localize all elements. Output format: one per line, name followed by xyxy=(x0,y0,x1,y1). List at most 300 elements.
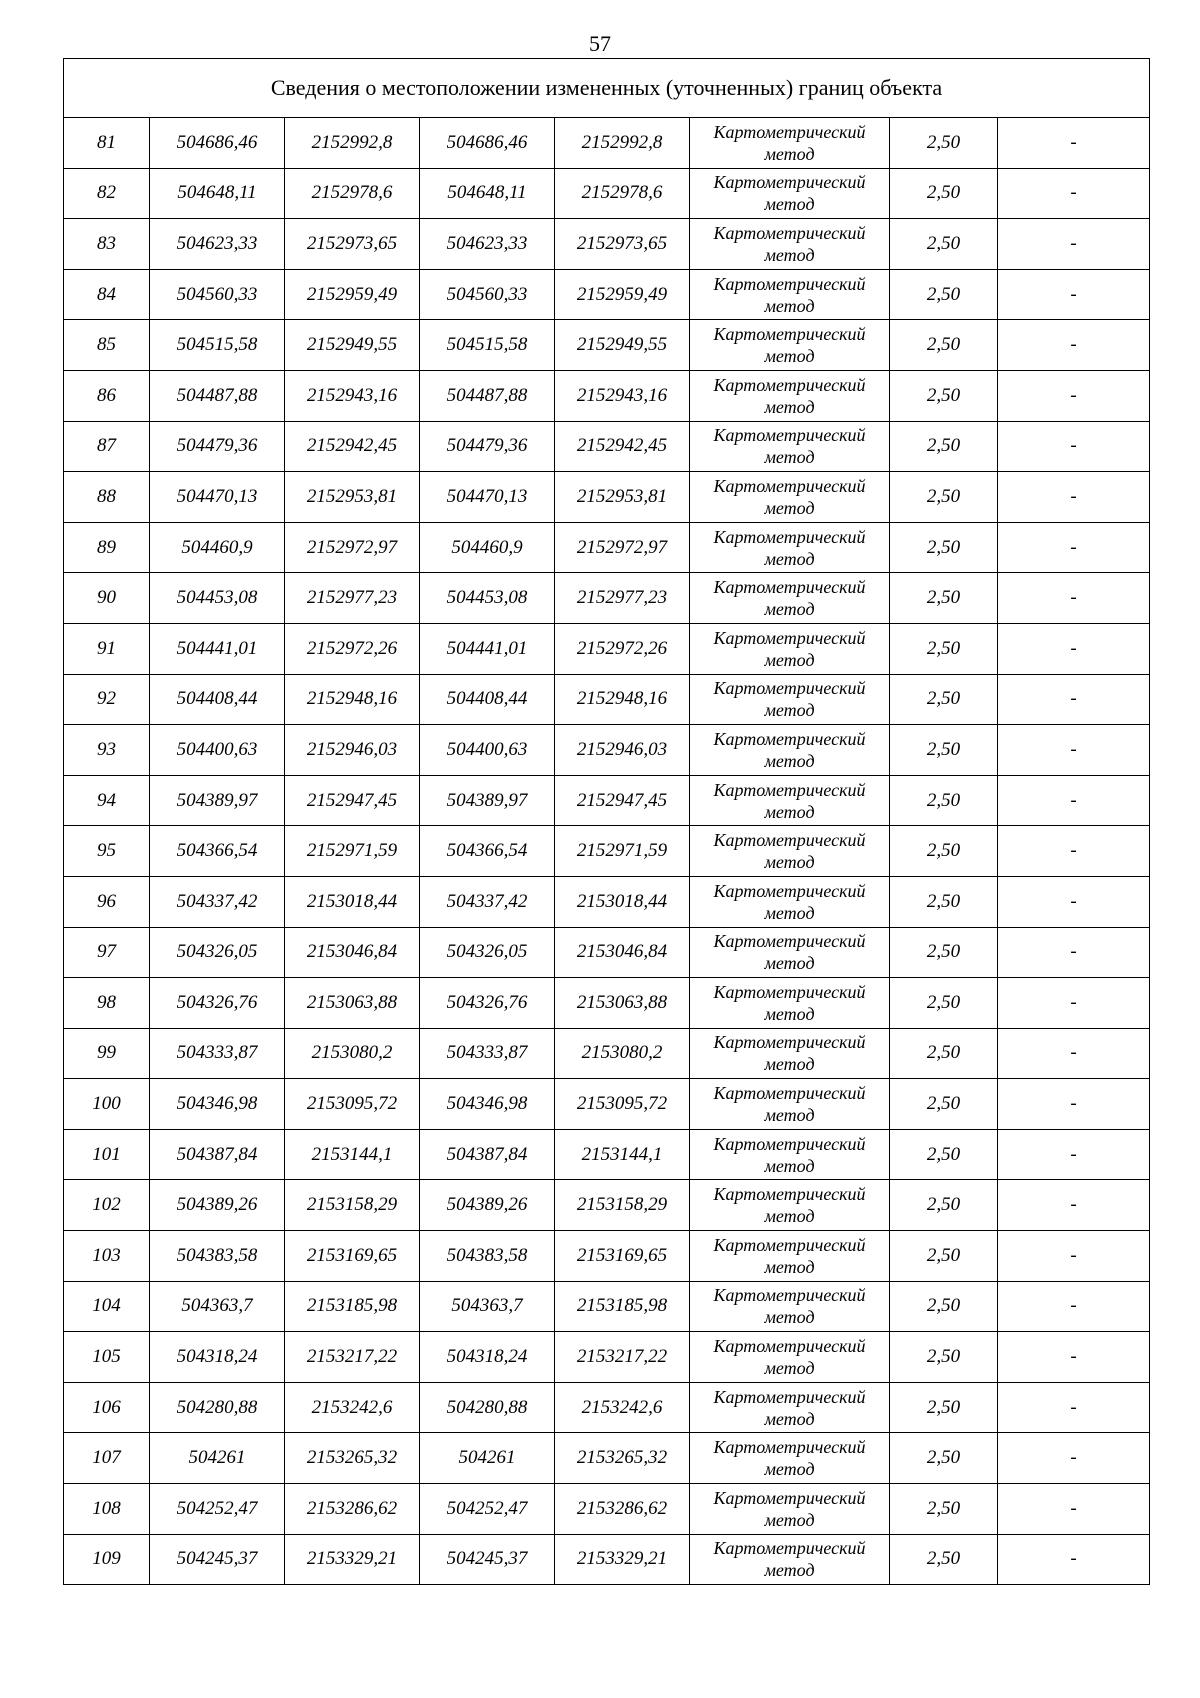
point-number-cell: 85 xyxy=(64,320,150,371)
method-line-2: метод xyxy=(764,194,815,215)
accuracy-cell: 2,50 xyxy=(890,370,998,421)
x-existing-cell: 504460,9 xyxy=(150,522,285,573)
x-new-cell: 504363,7 xyxy=(420,1281,555,1332)
point-number-cell: 95 xyxy=(64,826,150,877)
x-existing-cell: 504441,01 xyxy=(150,623,285,674)
y-new-cell: 2153217,22 xyxy=(555,1332,690,1383)
y-new-cell: 2153265,32 xyxy=(555,1433,690,1484)
table-row xyxy=(64,1534,1150,1585)
description-cell: - xyxy=(998,269,1150,320)
accuracy-cell: 2,50 xyxy=(890,219,998,270)
x-new-cell: 504460,9 xyxy=(420,522,555,573)
y-existing-cell: 2153144,1 xyxy=(285,1129,420,1180)
method-line-1: Картометрический xyxy=(713,425,866,446)
y-new-cell: 2153095,72 xyxy=(555,1079,690,1130)
y-existing-cell: 2152946,03 xyxy=(285,725,420,776)
description-cell: - xyxy=(998,370,1150,421)
accuracy-cell: 2,50 xyxy=(890,269,998,320)
table-row xyxy=(64,725,1150,776)
method-line-2: метод xyxy=(764,1206,815,1227)
method-line-1: Картометрический xyxy=(713,1437,866,1458)
method-cell xyxy=(690,522,890,573)
method-line-1: Картометрический xyxy=(713,1336,866,1357)
x-existing-cell: 504363,7 xyxy=(150,1281,285,1332)
description-cell: - xyxy=(998,219,1150,270)
y-existing-cell: 2152948,16 xyxy=(285,674,420,725)
accuracy-cell: 2,50 xyxy=(890,1079,998,1130)
method-line-2: метод xyxy=(764,1256,815,1277)
x-new-cell: 504333,87 xyxy=(420,1028,555,1079)
y-existing-cell: 2152943,16 xyxy=(285,370,420,421)
method-line-2: метод xyxy=(764,953,815,974)
point-number-cell: 106 xyxy=(64,1382,150,1433)
y-existing-cell: 2152973,65 xyxy=(285,219,420,270)
x-existing-cell: 504387,84 xyxy=(150,1129,285,1180)
method-line-1: Картометрический xyxy=(713,1184,866,1205)
y-new-cell: 2153046,84 xyxy=(555,927,690,978)
x-existing-cell: 504383,58 xyxy=(150,1231,285,1282)
x-new-cell: 504326,76 xyxy=(420,978,555,1029)
y-new-cell: 2153158,29 xyxy=(555,1180,690,1231)
method-line-2: метод xyxy=(764,1408,815,1429)
method-line-1: Картометрический xyxy=(713,880,866,901)
accuracy-cell: 2,50 xyxy=(890,1433,998,1484)
table-row xyxy=(64,623,1150,674)
method-line-1: Картометрический xyxy=(713,1133,866,1154)
method-line-1: Картометрический xyxy=(713,627,866,648)
accuracy-cell: 2,50 xyxy=(890,472,998,523)
table-row xyxy=(64,1079,1150,1130)
y-existing-cell: 2153018,44 xyxy=(285,876,420,927)
y-existing-cell: 2153286,62 xyxy=(285,1484,420,1535)
accuracy-cell: 2,50 xyxy=(890,1484,998,1535)
point-number-cell: 102 xyxy=(64,1180,150,1231)
x-new-cell: 504366,54 xyxy=(420,826,555,877)
x-existing-cell: 504487,88 xyxy=(150,370,285,421)
page-number: 57 xyxy=(589,31,611,56)
method-line-1: Картометрический xyxy=(713,121,866,142)
method-line-1: Картометрический xyxy=(713,475,866,496)
table-row xyxy=(64,168,1150,219)
method-line-1: Картометрический xyxy=(713,981,866,1002)
method-line-2: метод xyxy=(764,1459,815,1480)
method-cell xyxy=(690,421,890,472)
y-existing-cell: 2152972,97 xyxy=(285,522,420,573)
y-existing-cell: 2152972,26 xyxy=(285,623,420,674)
y-new-cell: 2152946,03 xyxy=(555,725,690,776)
accuracy-cell: 2,50 xyxy=(890,1534,998,1585)
y-new-cell: 2152943,16 xyxy=(555,370,690,421)
method-cell xyxy=(690,1129,890,1180)
table-row xyxy=(64,1231,1150,1282)
method-line-1: Картометрический xyxy=(713,577,866,598)
y-existing-cell: 2153265,32 xyxy=(285,1433,420,1484)
x-new-cell: 504261 xyxy=(420,1433,555,1484)
method-line-2: метод xyxy=(764,346,815,367)
accuracy-cell: 2,50 xyxy=(890,674,998,725)
method-line-1: Картометрический xyxy=(713,526,866,547)
method-line-1: Картометрический xyxy=(713,931,866,952)
description-cell: - xyxy=(998,927,1150,978)
method-line-1: Картометрический xyxy=(713,1083,866,1104)
point-number-cell: 103 xyxy=(64,1231,150,1282)
method-cell xyxy=(690,1180,890,1231)
y-new-cell: 2152949,55 xyxy=(555,320,690,371)
x-existing-cell: 504408,44 xyxy=(150,674,285,725)
x-new-cell: 504387,84 xyxy=(420,1129,555,1180)
y-existing-cell: 2152971,59 xyxy=(285,826,420,877)
y-new-cell: 2153185,98 xyxy=(555,1281,690,1332)
y-existing-cell: 2152978,6 xyxy=(285,168,420,219)
table-row xyxy=(64,472,1150,523)
accuracy-cell: 2,50 xyxy=(890,522,998,573)
y-new-cell: 2153242,6 xyxy=(555,1382,690,1433)
y-existing-cell: 2152949,55 xyxy=(285,320,420,371)
method-line-2: метод xyxy=(764,852,815,873)
x-new-cell: 504252,47 xyxy=(420,1484,555,1535)
method-line-1: Картометрический xyxy=(713,1234,866,1255)
table-row xyxy=(64,1484,1150,1535)
method-line-2: метод xyxy=(764,902,815,923)
description-cell: - xyxy=(998,573,1150,624)
method-line-2: метод xyxy=(764,143,815,164)
method-line-1: Картометрический xyxy=(713,1386,866,1407)
table-row xyxy=(64,1281,1150,1332)
description-cell: - xyxy=(998,674,1150,725)
y-new-cell: 2153063,88 xyxy=(555,978,690,1029)
method-line-1: Картометрический xyxy=(713,374,866,395)
method-line-2: метод xyxy=(764,1307,815,1328)
y-existing-cell: 2153158,29 xyxy=(285,1180,420,1231)
method-line-2: метод xyxy=(764,244,815,265)
y-new-cell: 2152992,8 xyxy=(555,118,690,169)
boundary-coordinates-table xyxy=(63,58,1150,1585)
x-existing-cell: 504560,33 xyxy=(150,269,285,320)
method-cell xyxy=(690,1281,890,1332)
accuracy-cell: 2,50 xyxy=(890,725,998,776)
x-existing-cell: 504245,37 xyxy=(150,1534,285,1585)
x-new-cell: 504686,46 xyxy=(420,118,555,169)
point-number-cell: 99 xyxy=(64,1028,150,1079)
method-cell xyxy=(690,118,890,169)
table-row xyxy=(64,1028,1150,1079)
method-cell xyxy=(690,370,890,421)
table-row xyxy=(64,775,1150,826)
description-cell: - xyxy=(998,1332,1150,1383)
x-existing-cell: 504366,54 xyxy=(150,826,285,877)
x-new-cell: 504487,88 xyxy=(420,370,555,421)
point-number-cell: 108 xyxy=(64,1484,150,1535)
point-number-cell: 93 xyxy=(64,725,150,776)
accuracy-cell: 2,50 xyxy=(890,1180,998,1231)
method-cell xyxy=(690,1484,890,1535)
method-cell xyxy=(690,168,890,219)
method-line-2: метод xyxy=(764,1003,815,1024)
method-cell xyxy=(690,1534,890,1585)
method-line-2: метод xyxy=(764,801,815,822)
x-existing-cell: 504389,97 xyxy=(150,775,285,826)
description-cell: - xyxy=(998,1433,1150,1484)
x-existing-cell: 504400,63 xyxy=(150,725,285,776)
method-cell xyxy=(690,725,890,776)
point-number-cell: 104 xyxy=(64,1281,150,1332)
description-cell: - xyxy=(998,1534,1150,1585)
y-new-cell: 2153080,2 xyxy=(555,1028,690,1079)
x-new-cell: 504389,97 xyxy=(420,775,555,826)
x-existing-cell: 504623,33 xyxy=(150,219,285,270)
accuracy-cell: 2,50 xyxy=(890,421,998,472)
y-new-cell: 2153018,44 xyxy=(555,876,690,927)
method-cell xyxy=(690,573,890,624)
point-number-cell: 101 xyxy=(64,1129,150,1180)
point-number-cell: 87 xyxy=(64,421,150,472)
x-existing-cell: 504318,24 xyxy=(150,1332,285,1383)
description-cell: - xyxy=(998,1281,1150,1332)
y-new-cell: 2152978,6 xyxy=(555,168,690,219)
y-new-cell: 2153169,65 xyxy=(555,1231,690,1282)
x-new-cell: 504337,42 xyxy=(420,876,555,927)
table-row xyxy=(64,269,1150,320)
table-row xyxy=(64,522,1150,573)
x-existing-cell: 504337,42 xyxy=(150,876,285,927)
method-cell xyxy=(690,826,890,877)
accuracy-cell: 2,50 xyxy=(890,1332,998,1383)
table-row xyxy=(64,927,1150,978)
method-line-2: метод xyxy=(764,700,815,721)
description-cell: - xyxy=(998,1484,1150,1535)
description-cell: - xyxy=(998,826,1150,877)
point-number-cell: 92 xyxy=(64,674,150,725)
accuracy-cell: 2,50 xyxy=(890,118,998,169)
x-existing-cell: 504470,13 xyxy=(150,472,285,523)
method-line-1: Картометрический xyxy=(713,1032,866,1053)
x-new-cell: 504648,11 xyxy=(420,168,555,219)
y-existing-cell: 2152977,23 xyxy=(285,573,420,624)
y-new-cell: 2153144,1 xyxy=(555,1129,690,1180)
method-line-1: Картометрический xyxy=(713,678,866,699)
y-new-cell: 2152973,65 xyxy=(555,219,690,270)
x-existing-cell: 504453,08 xyxy=(150,573,285,624)
point-number-cell: 109 xyxy=(64,1534,150,1585)
y-new-cell: 2152959,49 xyxy=(555,269,690,320)
table-row xyxy=(64,1332,1150,1383)
x-new-cell: 504453,08 xyxy=(420,573,555,624)
method-line-2: метод xyxy=(764,599,815,620)
method-line-1: Картометрический xyxy=(713,1487,866,1508)
accuracy-cell: 2,50 xyxy=(890,927,998,978)
x-new-cell: 504515,58 xyxy=(420,320,555,371)
y-new-cell: 2152953,81 xyxy=(555,472,690,523)
y-existing-cell: 2152959,49 xyxy=(285,269,420,320)
description-cell: - xyxy=(998,118,1150,169)
table-caption-row xyxy=(64,59,1150,118)
y-new-cell: 2153286,62 xyxy=(555,1484,690,1535)
y-new-cell: 2152977,23 xyxy=(555,573,690,624)
method-line-1: Картометрический xyxy=(713,222,866,243)
description-cell: - xyxy=(998,1180,1150,1231)
accuracy-cell: 2,50 xyxy=(890,1129,998,1180)
description-cell: - xyxy=(998,1382,1150,1433)
method-cell xyxy=(690,472,890,523)
x-existing-cell: 504515,58 xyxy=(150,320,285,371)
accuracy-cell: 2,50 xyxy=(890,168,998,219)
method-cell xyxy=(690,269,890,320)
table-row xyxy=(64,876,1150,927)
x-new-cell: 504470,13 xyxy=(420,472,555,523)
y-existing-cell: 2153080,2 xyxy=(285,1028,420,1079)
point-number-cell: 98 xyxy=(64,978,150,1029)
accuracy-cell: 2,50 xyxy=(890,320,998,371)
method-line-2: метод xyxy=(764,649,815,670)
y-existing-cell: 2152947,45 xyxy=(285,775,420,826)
x-existing-cell: 504648,11 xyxy=(150,168,285,219)
x-new-cell: 504245,37 xyxy=(420,1534,555,1585)
y-existing-cell: 2152992,8 xyxy=(285,118,420,169)
description-cell: - xyxy=(998,421,1150,472)
y-new-cell: 2152947,45 xyxy=(555,775,690,826)
y-existing-cell: 2153185,98 xyxy=(285,1281,420,1332)
table-row xyxy=(64,118,1150,169)
method-line-2: метод xyxy=(764,1509,815,1530)
method-cell xyxy=(690,320,890,371)
point-number-cell: 84 xyxy=(64,269,150,320)
table-row xyxy=(64,421,1150,472)
accuracy-cell: 2,50 xyxy=(890,573,998,624)
method-cell xyxy=(690,674,890,725)
description-cell: - xyxy=(998,1028,1150,1079)
table-row xyxy=(64,1433,1150,1484)
y-new-cell: 2152971,59 xyxy=(555,826,690,877)
accuracy-cell: 2,50 xyxy=(890,876,998,927)
description-cell: - xyxy=(998,472,1150,523)
x-existing-cell: 504686,46 xyxy=(150,118,285,169)
accuracy-cell: 2,50 xyxy=(890,775,998,826)
description-cell: - xyxy=(998,1079,1150,1130)
y-existing-cell: 2153063,88 xyxy=(285,978,420,1029)
x-existing-cell: 504479,36 xyxy=(150,421,285,472)
method-line-2: метод xyxy=(764,447,815,468)
accuracy-cell: 2,50 xyxy=(890,1382,998,1433)
method-line-2: метод xyxy=(764,1054,815,1075)
table-row xyxy=(64,1180,1150,1231)
method-cell xyxy=(690,927,890,978)
table-row xyxy=(64,219,1150,270)
method-cell xyxy=(690,1028,890,1079)
x-existing-cell: 504333,87 xyxy=(150,1028,285,1079)
accuracy-cell: 2,50 xyxy=(890,1231,998,1282)
method-line-1: Картометрический xyxy=(713,1285,866,1306)
table-caption: Сведения о местоположении измененных (уточненных) границ объекта xyxy=(64,59,1150,118)
y-new-cell: 2152972,26 xyxy=(555,623,690,674)
method-cell xyxy=(690,1433,890,1484)
x-new-cell: 504479,36 xyxy=(420,421,555,472)
x-new-cell: 504346,98 xyxy=(420,1079,555,1130)
y-existing-cell: 2153095,72 xyxy=(285,1079,420,1130)
x-existing-cell: 504346,98 xyxy=(150,1079,285,1130)
description-cell: - xyxy=(998,522,1150,573)
method-cell xyxy=(690,876,890,927)
method-line-2: метод xyxy=(764,548,815,569)
x-existing-cell: 504389,26 xyxy=(150,1180,285,1231)
description-cell: - xyxy=(998,168,1150,219)
point-number-cell: 83 xyxy=(64,219,150,270)
method-cell xyxy=(690,978,890,1029)
description-cell: - xyxy=(998,978,1150,1029)
point-number-cell: 90 xyxy=(64,573,150,624)
y-new-cell: 2152942,45 xyxy=(555,421,690,472)
method-cell xyxy=(690,1231,890,1282)
description-cell: - xyxy=(998,876,1150,927)
method-line-1: Картометрический xyxy=(713,779,866,800)
point-number-cell: 107 xyxy=(64,1433,150,1484)
y-existing-cell: 2153242,6 xyxy=(285,1382,420,1433)
y-new-cell: 2152972,97 xyxy=(555,522,690,573)
x-new-cell: 504408,44 xyxy=(420,674,555,725)
method-line-2: метод xyxy=(764,497,815,518)
accuracy-cell: 2,50 xyxy=(890,826,998,877)
x-new-cell: 504318,24 xyxy=(420,1332,555,1383)
method-line-1: Картометрический xyxy=(713,172,866,193)
method-line-1: Картометрический xyxy=(713,728,866,749)
method-cell xyxy=(690,1079,890,1130)
y-existing-cell: 2153169,65 xyxy=(285,1231,420,1282)
method-line-2: метод xyxy=(764,396,815,417)
description-cell: - xyxy=(998,623,1150,674)
description-cell: - xyxy=(998,1231,1150,1282)
x-existing-cell: 504326,05 xyxy=(150,927,285,978)
table-row xyxy=(64,370,1150,421)
method-line-1: Картометрический xyxy=(713,830,866,851)
point-number-cell: 81 xyxy=(64,118,150,169)
table-row xyxy=(64,978,1150,1029)
description-cell: - xyxy=(998,320,1150,371)
point-number-cell: 105 xyxy=(64,1332,150,1383)
method-line-2: метод xyxy=(764,1358,815,1379)
method-cell xyxy=(690,219,890,270)
description-cell: - xyxy=(998,1129,1150,1180)
x-new-cell: 504441,01 xyxy=(420,623,555,674)
point-number-cell: 97 xyxy=(64,927,150,978)
table-row xyxy=(64,1129,1150,1180)
y-new-cell: 2152948,16 xyxy=(555,674,690,725)
accuracy-cell: 2,50 xyxy=(890,1028,998,1079)
x-new-cell: 504326,05 xyxy=(420,927,555,978)
method-line-2: метод xyxy=(764,1155,815,1176)
x-existing-cell: 504326,76 xyxy=(150,978,285,1029)
accuracy-cell: 2,50 xyxy=(890,623,998,674)
x-new-cell: 504280,88 xyxy=(420,1382,555,1433)
y-existing-cell: 2153046,84 xyxy=(285,927,420,978)
table-row xyxy=(64,1382,1150,1433)
method-line-1: Картометрический xyxy=(713,324,866,345)
x-new-cell: 504560,33 xyxy=(420,269,555,320)
point-number-cell: 96 xyxy=(64,876,150,927)
y-existing-cell: 2153217,22 xyxy=(285,1332,420,1383)
table-row xyxy=(64,674,1150,725)
point-number-cell: 88 xyxy=(64,472,150,523)
method-line-2: метод xyxy=(764,1105,815,1126)
y-existing-cell: 2152942,45 xyxy=(285,421,420,472)
point-number-cell: 82 xyxy=(64,168,150,219)
x-existing-cell: 504261 xyxy=(150,1433,285,1484)
method-cell xyxy=(690,775,890,826)
method-cell xyxy=(690,1332,890,1383)
x-new-cell: 504623,33 xyxy=(420,219,555,270)
table-row xyxy=(64,573,1150,624)
method-line-1: Картометрический xyxy=(713,273,866,294)
method-line-2: метод xyxy=(764,750,815,771)
y-new-cell: 2153329,21 xyxy=(555,1534,690,1585)
